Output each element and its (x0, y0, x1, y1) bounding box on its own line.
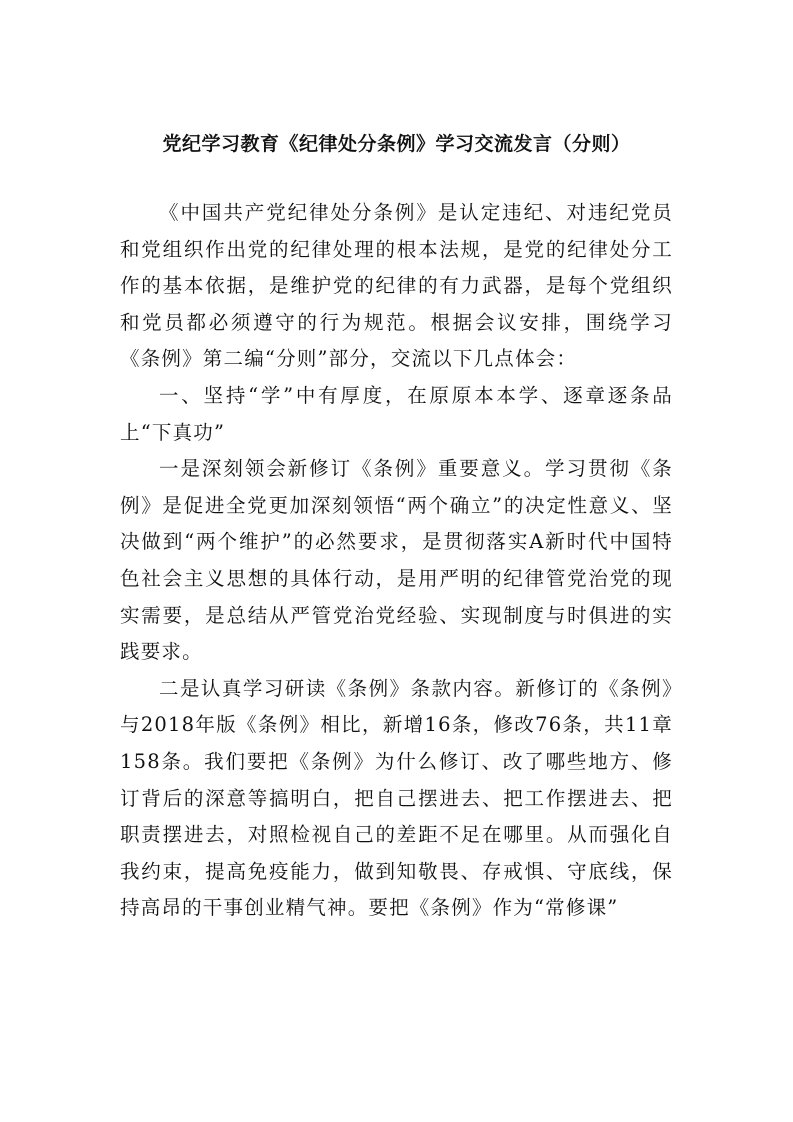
paragraph-point-two: 二是认真学习研读《条例》条款内容。新修订的《条例》与2018年版《条例》相比，新增16条，修改76条，共11章158条。我们要把《条例》为什么修订、改了哪些地方、修订背后的深意等搞明白，把自己摆进去、把工作摆进去、把职责摆进去，对照检视自己的差距不足在哪里。从而强化自我约束，提高免疫能力，做到知敬畏、存戒惧、守底线，保持高昂的干事创业精气神。要把《条例》作为“常修课” (120, 676, 673, 920)
section-heading-one: 一、坚持“学”中有厚度，在原原本本学、逐章逐条品上“下真功” (120, 383, 673, 444)
paragraph-point-one: 一是深刻领会新修订《条例》重要意义。学习贯彻《条例》是促进全党更加深刻领悟“两个确立”的决定性意义、坚决做到“两个维护”的必然要求，是贯彻落实A新时代中国特色社会主义思想的具体行动，是用严明的纪律管党治党的现实需要，是总结从严管党治党经验、实现制度与时俱进的实践要求。 (120, 457, 673, 664)
document-body (120, 195, 673, 927)
document-title: 党纪学习教育《纪律处分条例》学习交流发言（分则） (162, 133, 631, 155)
paragraph-intro: 《中国共产党纪律处分条例》是认定违纪、对违纪党员和党组织作出党的纪律处理的根本法规，是党的纪律处分工作的基本依据，是维护党的纪律的有力武器，是每个党组织和党员都必须遵守的行为规范。根据会议安排，围绕学习《条例》第二编“分则”部分，交流以下几点体会： (120, 201, 673, 371)
